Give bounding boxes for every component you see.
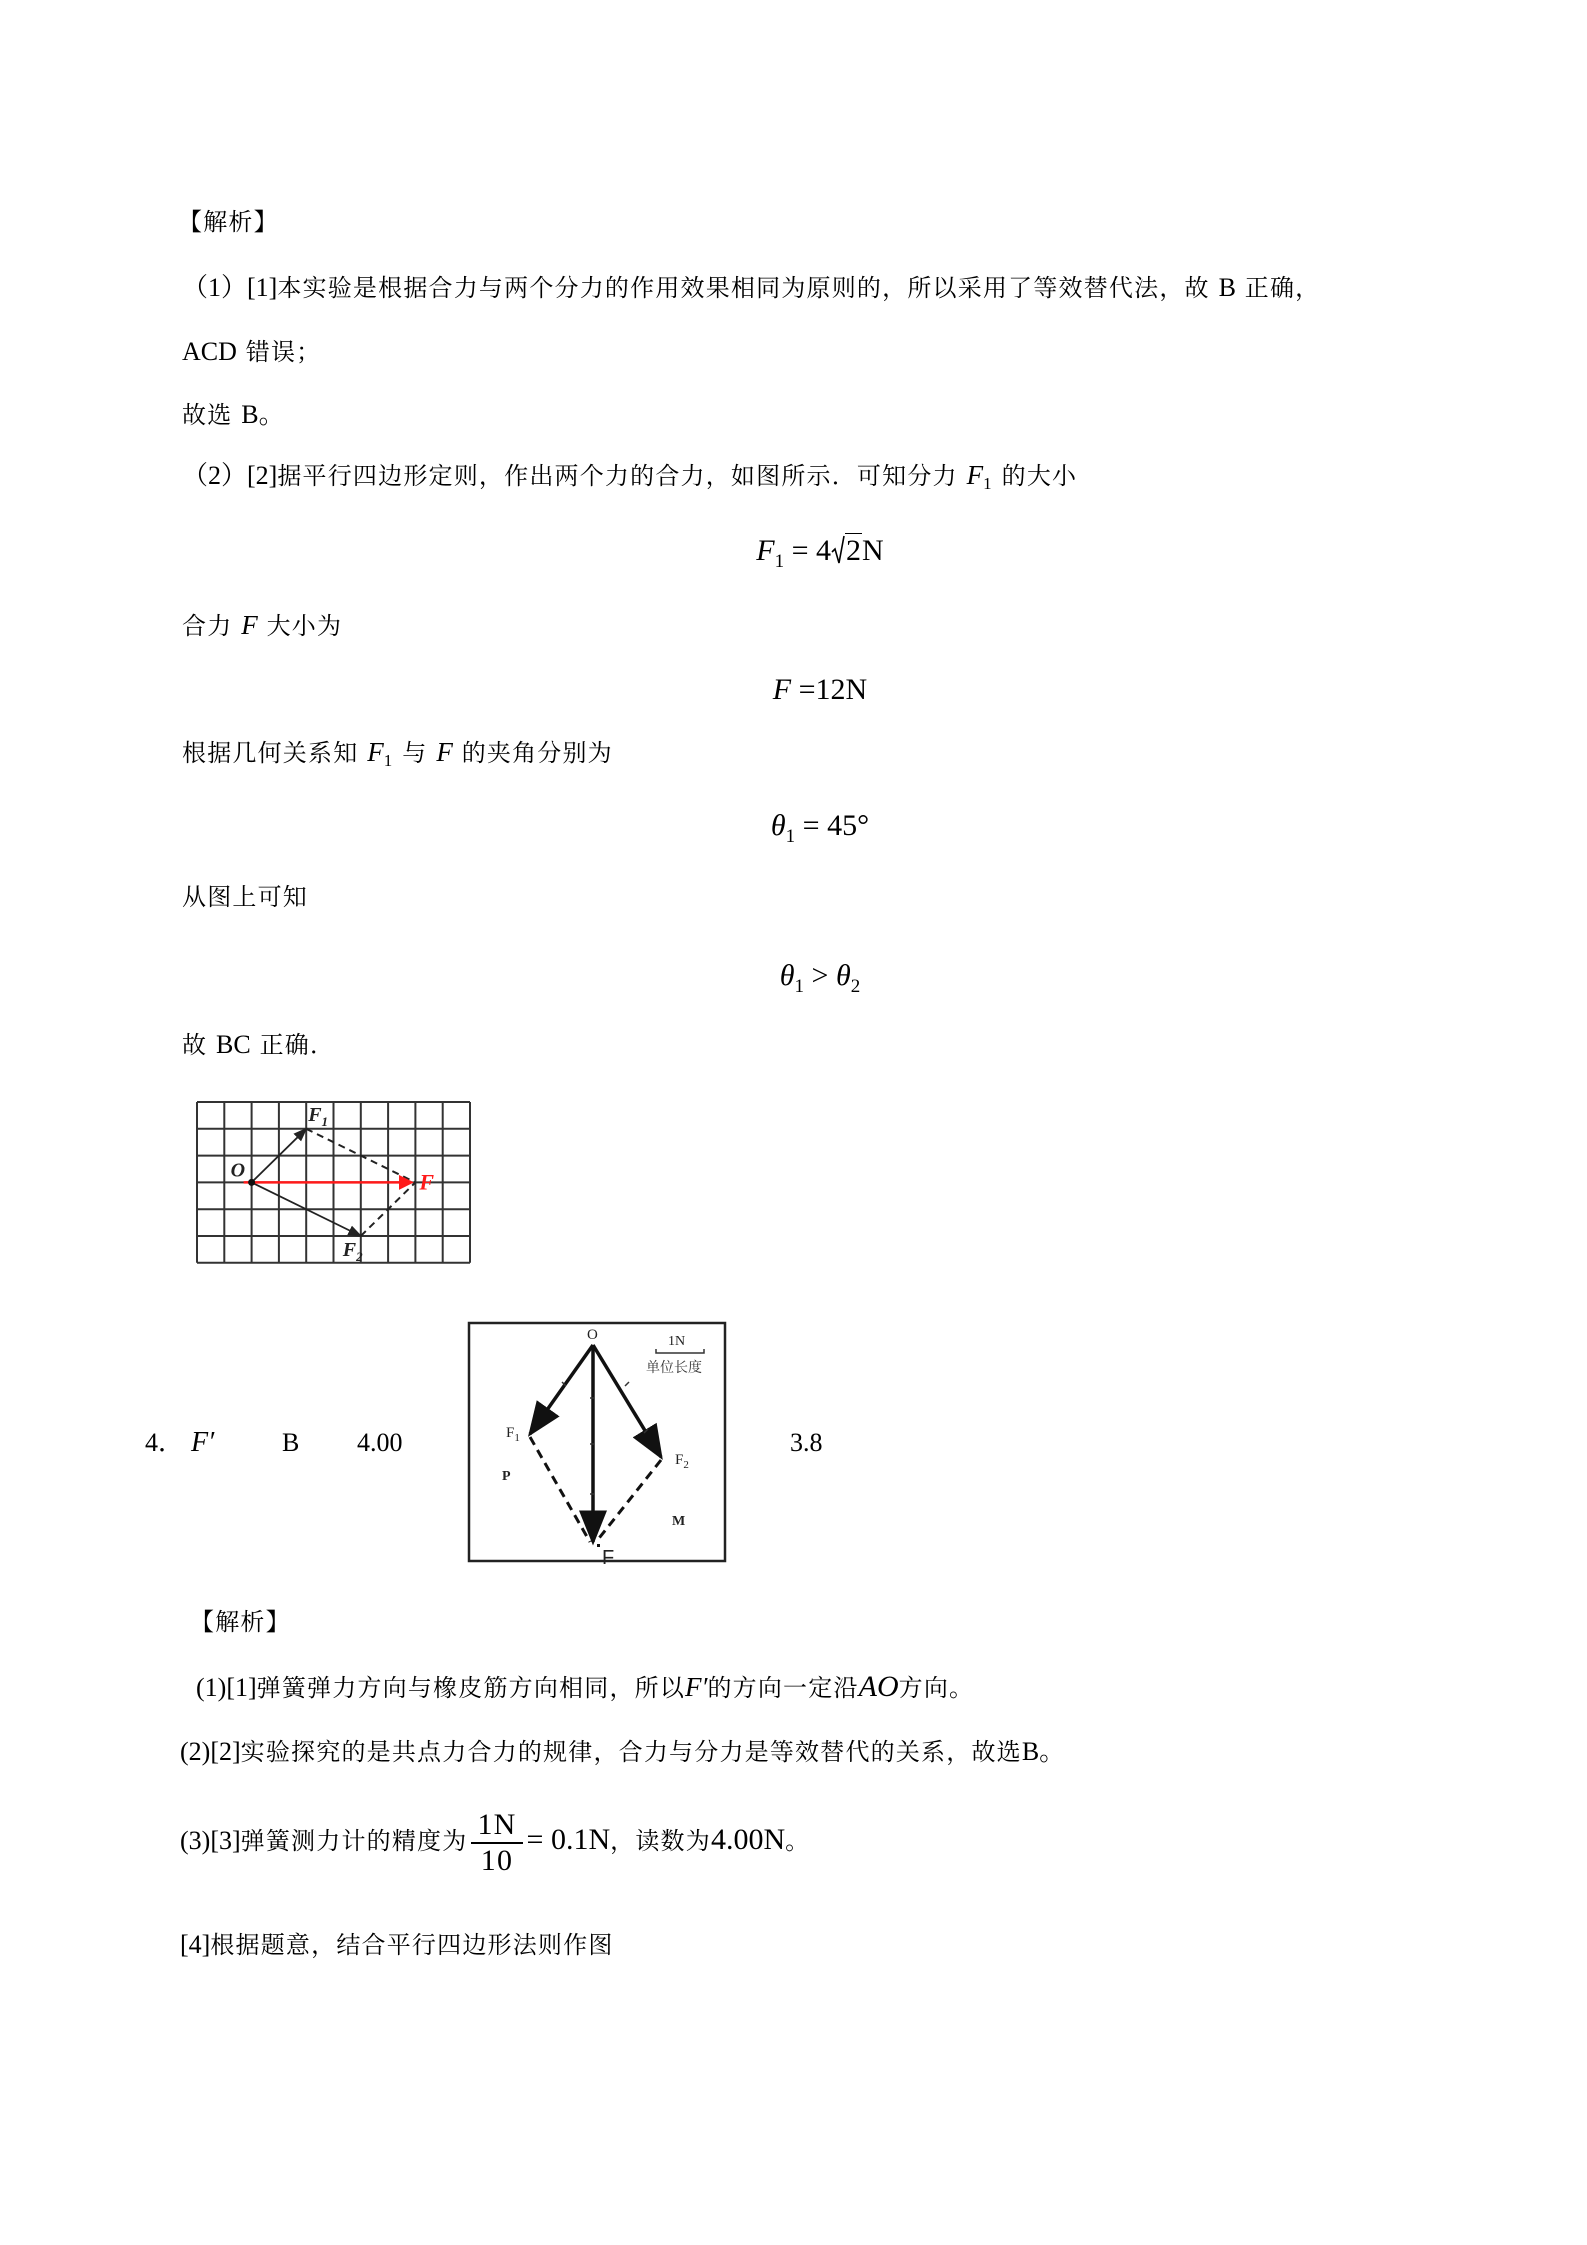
variable: F — [436, 737, 453, 767]
radicand: 2 — [846, 534, 862, 567]
resultant-endpoint-dot — [597, 1544, 600, 1547]
item-prefix: (1)[1] — [196, 1673, 257, 1702]
answer-5: 3.8 — [790, 1428, 823, 1457]
formula-f1 — [620, 533, 1020, 580]
item-prefix: [4] — [180, 1930, 211, 1959]
option-letter: B。 — [1021, 1737, 1066, 1766]
paragraph-text: 的夹角分别为 — [461, 739, 613, 767]
paragraph-3 — [182, 610, 342, 641]
variable: F′ — [685, 1672, 708, 1702]
paragraph-text: 合力 — [182, 612, 233, 640]
variable: F — [367, 737, 384, 767]
equation-part: = 4 — [784, 534, 832, 567]
variable: F — [966, 460, 984, 490]
paragraph-text: 故 — [182, 1031, 208, 1059]
item-prefix: （2）[2] — [182, 461, 278, 490]
force-vectors — [244, 1129, 416, 1236]
option-letters: ACD — [182, 337, 237, 366]
analysis-heading-1 — [178, 207, 279, 237]
paragraph-s2-4 — [180, 1930, 614, 1960]
subscript: 1 — [794, 976, 805, 997]
resultant-label: F — [602, 1547, 615, 1564]
paragraph-text: 。 — [785, 1827, 811, 1855]
paragraph-6 — [182, 1030, 335, 1060]
point-m-label: M — [672, 1514, 686, 1529]
formula-theta1 — [620, 808, 1020, 855]
operator: > — [804, 959, 836, 992]
variable: F — [772, 673, 792, 706]
diagram-border — [469, 1323, 725, 1561]
f2-label: $F_2$ — [675, 1452, 689, 1471]
sqrt-symbol — [831, 533, 862, 569]
answer-3: 4.00 — [357, 1428, 403, 1457]
paragraph-text: 本实验是根据合力与两个分力的作用效果相同为原则的，所以采用了等效替代法，故 — [277, 274, 1210, 302]
paragraph-text: 故选 — [182, 401, 233, 429]
paragraph-text: 实验探究的是共点力合力的规律，合力与分力是等效替代的关系，故选 — [240, 1738, 1022, 1766]
equation-part: =12N — [791, 673, 868, 706]
heading-text: 【解析】 — [178, 208, 279, 236]
paragraph-text: 方向。 — [898, 1674, 975, 1702]
variable: AO — [858, 1670, 899, 1703]
paragraph-text: 错误； — [245, 338, 322, 366]
equation-part: = 45° — [795, 809, 870, 842]
option-letters: BC — [216, 1030, 251, 1059]
parallelogram-grid-figure — [190, 1095, 480, 1275]
radical-icon — [831, 535, 845, 565]
f2-label: $F_2$ — [342, 1239, 363, 1264]
paragraph-text: 正确， — [1244, 274, 1321, 302]
reading-value: 4.00N — [710, 1823, 786, 1856]
origin-point — [248, 1179, 255, 1186]
option-letter: B。 — [241, 400, 285, 429]
heading-text: 【解析】 — [190, 1608, 291, 1636]
resultant-label: F — [419, 1169, 435, 1195]
paragraph-1 — [182, 273, 1320, 303]
f1-label: $F_1$ — [506, 1425, 520, 1444]
option-letter: B — [1218, 273, 1236, 302]
subscript: 1 — [785, 826, 796, 847]
paragraph-1c — [182, 400, 285, 430]
force-diagram-figure — [466, 1320, 730, 1564]
item-prefix: （1）[1] — [182, 273, 278, 302]
variable: F — [241, 610, 258, 640]
analysis-heading-2 — [190, 1607, 291, 1637]
paragraph-s2-1 — [196, 1672, 974, 1703]
formula-f — [620, 672, 1020, 708]
variable: θ — [770, 809, 786, 842]
origin-label: O — [587, 1327, 598, 1343]
paragraph-1b — [182, 337, 321, 367]
paragraph-text: 根据题意，结合平行四边形法则作图 — [210, 1931, 614, 1959]
paragraph-text: 弹簧弹力方向与橡皮筋方向相同，所以 — [256, 1674, 686, 1702]
equation-part: = 0.1N — [526, 1823, 611, 1856]
origin-label: O — [230, 1159, 246, 1182]
paragraph-5 — [182, 882, 308, 912]
subscript: 2 — [850, 976, 861, 997]
fraction — [471, 1808, 522, 1878]
paragraph-text: ，读数为 — [610, 1827, 711, 1855]
paragraph-text: 的大小 — [1001, 462, 1078, 490]
paragraph-text: 根据几何关系知 — [182, 739, 359, 767]
paragraph-4 — [182, 737, 613, 776]
item-prefix: (2)[2] — [180, 1737, 241, 1766]
variable: θ — [779, 959, 795, 992]
subscript: 1 — [383, 751, 394, 770]
paragraph-2 — [182, 460, 1077, 499]
f1-label: $F_1$ — [308, 1103, 329, 1129]
paragraph-text: 据平行四边形定则，作出两个力的合力，如图所示．可知分力 — [277, 462, 958, 490]
fraction-denominator: 10 — [480, 1843, 514, 1877]
question-number: 4． — [145, 1428, 185, 1457]
point-p-label: P — [502, 1469, 511, 1484]
subscript: 1 — [774, 551, 785, 572]
variable: θ — [835, 959, 851, 992]
paragraph-s2-3 — [180, 1805, 810, 1875]
fraction-numerator: 1N — [471, 1808, 522, 1844]
paragraph-text: 正确． — [259, 1031, 336, 1059]
paragraph-s2-2 — [180, 1737, 1065, 1767]
answer-1: F′ — [191, 1427, 215, 1458]
paragraph-text: 与 — [402, 739, 428, 767]
paragraph-text: 弹簧测力计的精度为 — [240, 1827, 468, 1855]
paragraph-text: 从图上可知 — [182, 883, 308, 911]
item-prefix: (3)[3] — [180, 1826, 241, 1855]
unit: N — [862, 534, 884, 567]
scale-caption: 单位长度 — [646, 1360, 702, 1376]
formula-theta-compare — [620, 958, 1020, 1005]
paragraph-text: 大小为 — [266, 612, 343, 640]
answer-2: B — [282, 1428, 300, 1457]
paragraph-text: 的方向一定沿 — [707, 1674, 859, 1702]
variable: F — [756, 534, 775, 567]
scale-value: 1N — [668, 1334, 686, 1349]
subscript: 1 — [983, 474, 993, 493]
